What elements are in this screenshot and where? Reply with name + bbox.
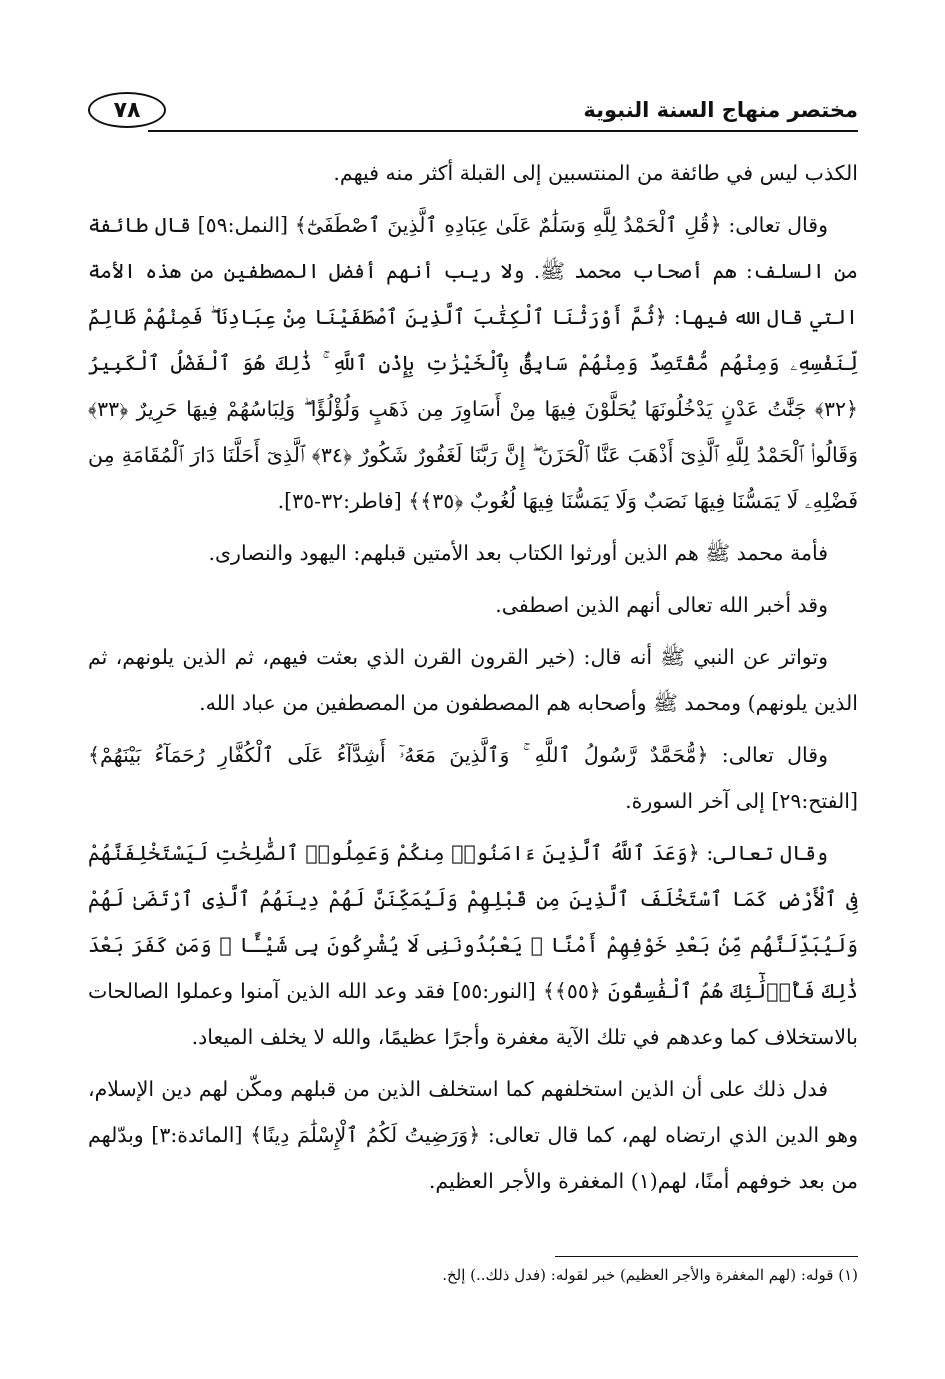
paragraph: وقال تعالى: ﴿مُّحَمَّدٌ رَّسُولُ ٱللَّهِ ۚ وَٱلَّذِينَ مَعَهُۥٓ أَشِدَّآءُ عَلَى ٱلْكُفَّارِ رُحَمَآءُ بَيْنَهُمْ﴾ [الفتح:٢٩] إلى آخر السورة. — [88, 743, 858, 813]
page-header — [88, 92, 858, 142]
page-number: ٧٨ — [88, 92, 166, 128]
paragraph: فدل ذلك على أن الذين استخلفهم كما استخلف الذين من قبلهم ومكّن لهم دين الإسلام، وهو الدين الذي ارتضاه لهم، كما قال تعالى: ﴿وَرَضِيتُ لَكُمُ ٱلْإِسْلَٰمَ دِينًا﴾ [المائدة:٣] وبدّلهم من بعد خوفهم أمنًا، لهم(١) المغفرة والأجر العظيم. — [88, 1077, 859, 1193]
footnote: (١) قوله: (لهم المغفرة والأجر العظيم) خبر لقوله: (فدل ذلك..) إلخ. — [442, 1266, 858, 1284]
body-text — [88, 150, 858, 1210]
paragraph: الكذب ليس في طائفة من المنتسبين إلى القبلة أكثر منه فيهم. — [333, 161, 858, 185]
paragraph: وتواتر عن النبي ﷺ أنه قال: (خير القرون القرن الذي بعثت فيهم، ثم الذين يلونهم، ثم الذين يلونهم) ومحمد ﷺ وأصحابه هم المصطفون من المصطفين من عباد الله. — [88, 645, 858, 715]
header-rule — [148, 130, 858, 132]
paragraph: وقد أخبر الله تعالى أنهم الذين اصطفى. — [495, 593, 828, 617]
footnote-divider — [555, 1256, 858, 1257]
paragraph: وقال تعالى: ﴿قُلِ ٱلْحَمْدُ لِلَّهِ وَسَلَٰمٌ عَلَىٰ عِبَادِهِ ٱلَّذِينَ ٱصْطَفَىٰٓ﴾ [النمل:٥٩] قال طائفة من السلف: هم أصحاب محمد ﷺ. ولا ريب أنهم أفضل المصطفين من هذه الأمة التي قال الله فيها: ﴿ثُمَّ أَوْرَثْنَا ٱلْكِتَٰبَ ٱلَّذِينَ ٱصْطَفَيْنَا مِنْ عِبَادِنَا ۖ فَمِنْهُمْ ظَالِمٌ لِّنَفْسِهِۦ وَمِنْهُم مُّقْتَصِدٌ وَمِنْهُمْ سَابِقٌۢ بِٱلْخَيْرَٰتِ بِإِذْنِ ٱللَّهِ ۚ ذَٰلِكَ هُوَ ٱلْفَضْلُ ٱلْكَبِيرُ ﴿٣٢﴾ جَنَّٰتُ عَدْنٍ يَدْخُلُونَهَا يُحَلَّوْنَ فِيهَا مِنْ أَسَاوِرَ مِن ذَهَبٍ وَلُؤْلُؤًا ۖ وَلِبَاسُهُمْ فِيهَا حَرِيرٌ ﴿٣٣﴾ وَقَالُوا۟ ٱلْحَمْدُ لِلَّهِ ٱلَّذِىٓ أَذْهَبَ عَنَّا ٱلْحَزَنَ ۖ إِنَّ رَبَّنَا لَغَفُورٌ شَكُورٌ ﴿٣٤﴾ ٱلَّذِىٓ أَحَلَّنَا دَارَ ٱلْمُقَامَةِ مِن فَضْلِهِۦ لَا يَمَسُّنَا فِيهَا نَصَبٌ وَلَا يَمَسُّنَا فِيهَا لُغُوبٌ ﴿٣٥﴾﴾ [فاطر:٣٢-٣٥]. — [88, 213, 858, 513]
book-title: مختصر منهاج السنة النبوية — [583, 98, 858, 122]
paragraph: وقال تعالى: ﴿وَعَدَ ٱللَّهُ ٱلَّذِينَ ءَامَنُوا۟ مِنكُمْ وَعَمِلُوا۟ ٱلصَّٰلِحَٰتِ لَيَسْتَخْلِفَنَّهُمْ فِى ٱلْأَرْضِ كَمَا ٱسْتَخْلَفَ ٱلَّذِينَ مِن قَبْلِهِمْ وَلَيُمَكِّنَنَّ لَهُمْ دِينَهُمُ ٱلَّذِى ٱرْتَضَىٰ لَهُمْ وَلَيُبَدِّلَنَّهُم مِّنۢ بَعْدِ خَوْفِهِمْ أَمْنًا ۚ يَعْبُدُونَنِى لَا يُشْرِكُونَ بِى شَيْـًٔا ۚ وَمَن كَفَرَ بَعْدَ ذَٰلِكَ فَأُو۟لَٰٓئِكَ هُمُ ٱلْفَٰسِقُونَ ﴿٥٥﴾﴾ [النور:٥٥] فقد وعد الله الذين آمنوا وعملوا الصالحات بالاستخلاف كما وعدهم في تلك الآية مغفرة وأجرًا عظيمًا، والله لا يخلف الميعاد. — [88, 841, 859, 1049]
paragraph: فأمة محمد ﷺ هم الذين أورثوا الكتاب بعد الأمتين قبلهم: اليهود والنصارى. — [208, 541, 828, 565]
